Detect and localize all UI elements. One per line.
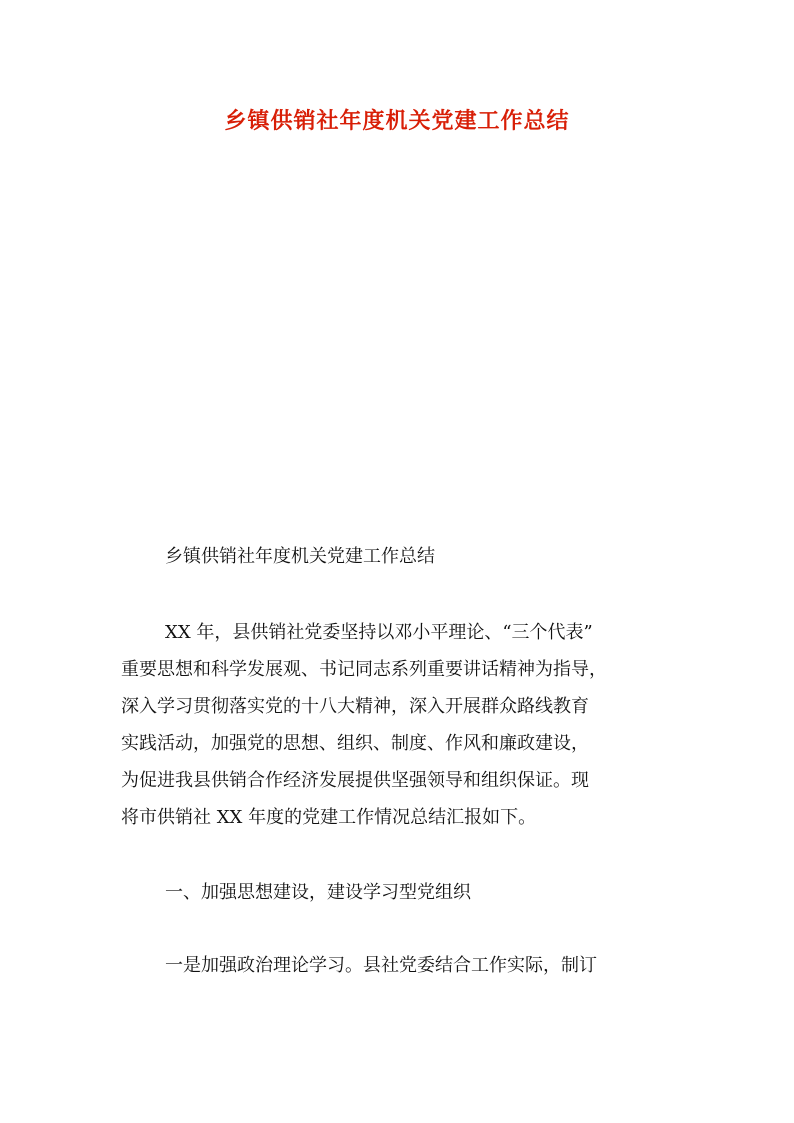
- paragraph-1-line: XX 年，县供销社党委坚持以邓小平理论、“三个代表”: [165, 622, 593, 643]
- document-body: [121, 538, 683, 984]
- paragraph-1: [121, 614, 683, 836]
- document-subtitle: 乡镇供销社年度机关党建工作总结: [165, 546, 435, 567]
- paragraph-2: [121, 947, 683, 984]
- paragraph-1-line: 深入学习贯彻落实党的十八大精神，深入开展群众路线教育: [121, 696, 589, 717]
- section-heading-1: 一、加强思想建设，建设学习型党组织: [165, 882, 471, 903]
- paragraph-1-line: 重要思想和科学发展观、书记同志系列重要讲话精神为指导，: [121, 659, 607, 680]
- paragraph-1-line: 将市供销社 XX 年度的党建工作情况总结汇报如下。: [121, 807, 537, 828]
- paragraph-2-line: 一是加强政治理论学习。县社党委结合工作实际，制订: [165, 955, 597, 976]
- paragraph-1-line: 实践活动，加强党的思想、组织、制度、作风和廉政建设，: [121, 733, 589, 754]
- document-title: 乡镇供销社年度机关党建工作总结: [224, 108, 570, 134]
- paragraph-1-line: 为促进我县供销合作经济发展提供坚强领导和组织保证。现: [121, 770, 589, 791]
